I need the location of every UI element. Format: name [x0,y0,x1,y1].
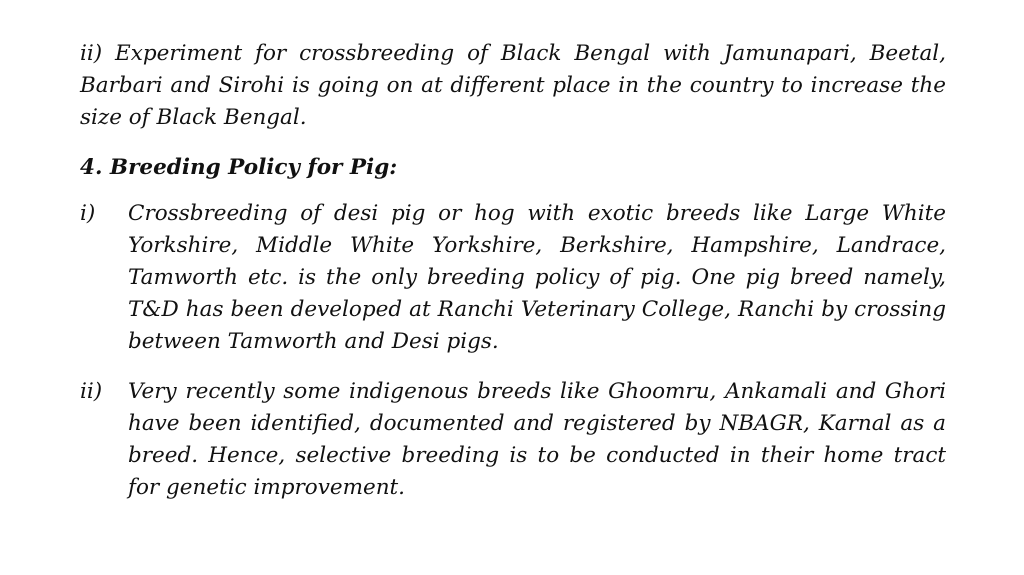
list-item-text: Very recently some indigenous breeds like Ghoomru, Ankamali and Ghori have been identified, documented and registered by NBAGR, Karnal as a breed. Hence, selective breeding is to be conducted in their home tract for genetic improvement. [128,379,946,500]
section-heading: 4. Breeding Policy for Pig: [80,155,398,180]
list-item-marker: i) [80,201,96,226]
intro-paragraph: ii) Experiment for crossbreeding of Black Bengal with Jamunapari, Beetal, Barbari and Sirohi is going on at different place in the country to increase the size of Black Bengal. [80,41,946,130]
list-item-marker: ii) [80,379,103,404]
list-item [80,376,946,504]
list-item-text: Crossbreeding of desi pig or hog with exotic breeds like Large White Yorkshire, Middle White Yorkshire, Berkshire, Hampshire, Landrace, Tamworth etc. is the only breeding policy of pig. One pig breed namely, T&D has been developed at Ranchi Veterinary College, Ranchi by crossing between Tamworth and Desi pigs. [128,201,946,354]
list-item [80,198,946,358]
